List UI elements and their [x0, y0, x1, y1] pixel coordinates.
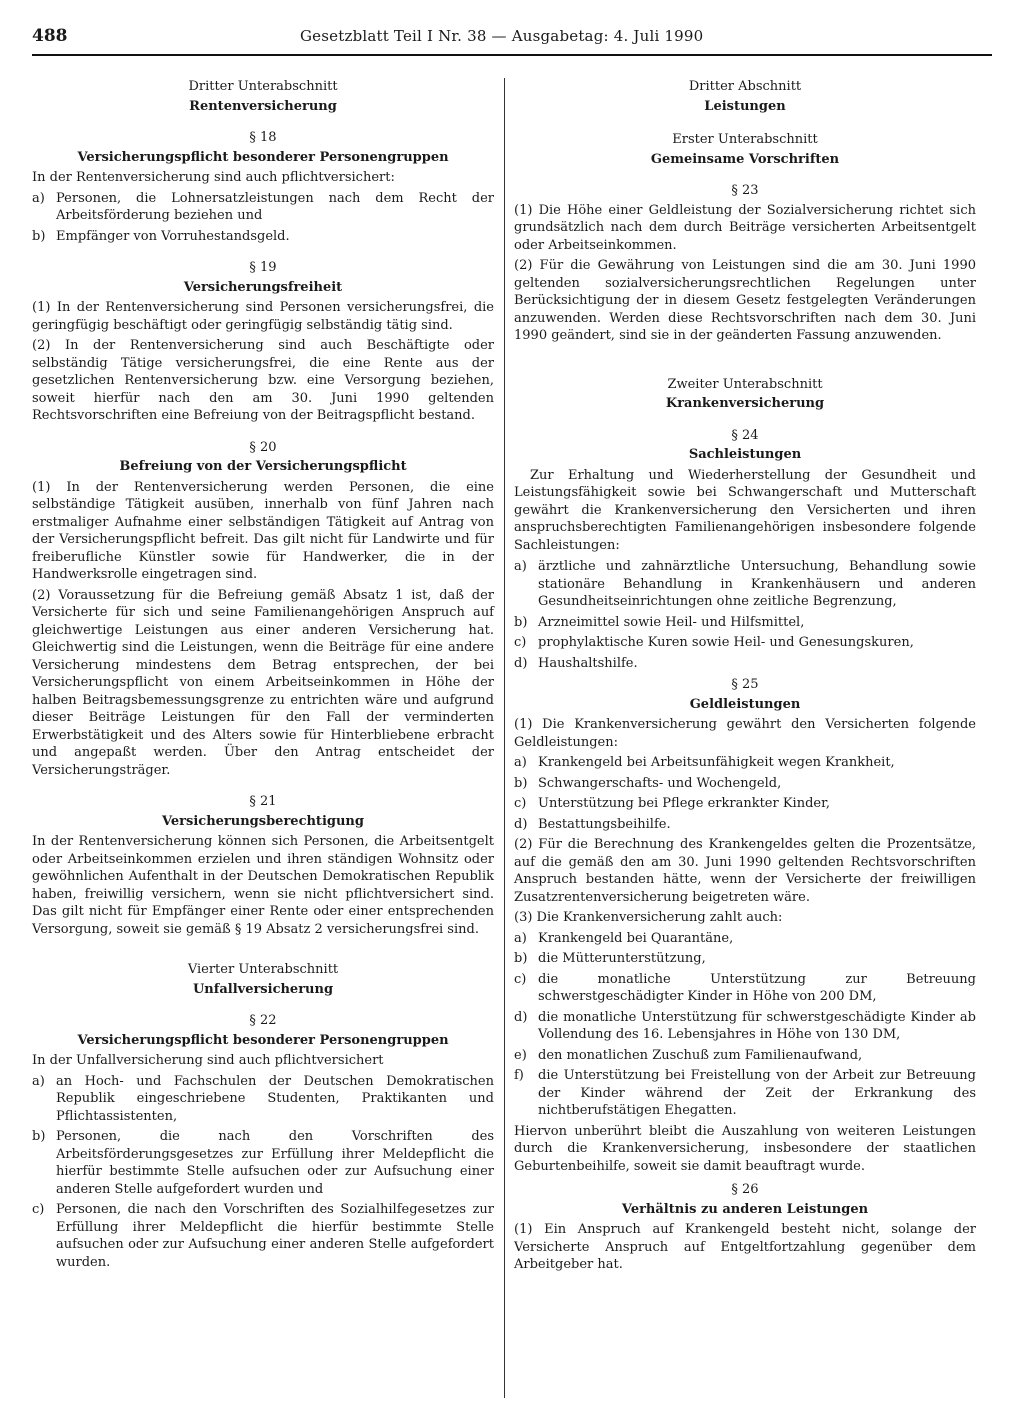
paragraph-number: § 23	[731, 183, 759, 198]
paragraph-title: Geldleistungen	[689, 696, 801, 712]
paragraph-title: Versicherungsberechtigung	[162, 813, 364, 829]
list-item	[514, 1009, 976, 1044]
paragraph-number: § 20	[249, 439, 277, 455]
paragraph-number: § 21	[249, 794, 277, 809]
section-title: Leistungen	[704, 98, 786, 114]
subsection-title: Gemeinsame Vorschriften	[650, 151, 840, 167]
list-item	[514, 950, 976, 968]
list-text: Arzneimittel sowie Heil- und Hilfsmittel,	[538, 614, 805, 630]
paragraph-text: (2) Für die Berechnung des Krankengeldes gelten die Prozentsätze, auf die gemäß den am 30. Juni 1990 geltenden Rechtsvorschriften Anspruch bestanden hätte, wenn der Versicherte der freiwilligen Zusatzrentenversicherung beigetreten wäre.	[514, 837, 976, 905]
list-item	[514, 1067, 976, 1120]
paragraph-number: § 24	[731, 427, 759, 443]
paragraph-text: Zur Erhaltung und Wiederherstellung der Gesundheit und Leistungsfähigkeit sowie bei Schwangerschaft und Mutterschaft gewährt die Krankenversicherung den Versicherten und ihren anspruchsberechtigten Familienangehörigen insbesondere folgende Sachleistungen:	[514, 467, 976, 553]
list-item	[514, 971, 976, 1006]
list-item	[514, 775, 976, 793]
list-text: die Mütterunterstützung,	[538, 951, 706, 966]
paragraph-title: Befreiung von der Versicherungspflicht	[119, 459, 407, 474]
paragraph-text: (2) In der Rentenversicherung sind auch Beschäftigte oder selbständig Tätige versicherungsfrei, die eine Rente aus der gesetzlichen Rentenversicherung bzw. eine Versorgung beziehen, soweit hierfür nach den am 30. Juni 1990 geltenden Rechtsvorschriften eine Befreiung von der Beitragspflicht bestand.	[32, 338, 494, 423]
list-marker: a)	[514, 755, 527, 770]
list-text: Empfänger von Vorruhestandsgeld.	[56, 228, 290, 244]
paragraph-text: In der Unfallversicherung sind auch pflichtversichert	[32, 1053, 384, 1068]
list-marker: a)	[32, 190, 45, 206]
paragraph-title: Verhältnis zu anderen Leistungen	[621, 1201, 869, 1217]
paragraph-number: § 22	[249, 1013, 277, 1028]
right-column	[514, 76, 976, 1277]
page-header	[32, 24, 992, 56]
paragraph-number: § 26	[731, 1182, 759, 1197]
list-marker: c)	[514, 971, 527, 987]
section-label: Dritter Abschnitt	[688, 79, 802, 94]
list-text: Personen, die Lohnersatzleistungen nach dem Recht der Arbeitsförderung beziehen und	[56, 190, 494, 223]
page-number: 488	[32, 26, 68, 46]
list-marker: c)	[514, 796, 527, 811]
list-item	[514, 655, 976, 673]
list-item	[514, 930, 976, 948]
subsection-label: Zweiter Unterabschnitt	[667, 376, 823, 392]
subsection-label: Dritter Unterabschnitt	[188, 79, 338, 94]
list-item	[32, 228, 494, 246]
list-text: die monatliche Unterstützung für schwerstgeschädigte Kinder ab Vollendung des 16. Lebensjahres in Höhe von 130 DM,	[538, 1009, 976, 1042]
paragraph-number: § 25	[731, 677, 759, 692]
list-marker: a)	[32, 1073, 45, 1089]
list-marker: b)	[32, 1129, 46, 1144]
list-text: Unterstützung bei Pflege erkrankter Kinder,	[538, 796, 831, 811]
list-text: die monatliche Unterstützung zur Betreuung schwerstgeschädigter Kinder in Höhe von 200 DM,	[538, 971, 976, 1004]
paragraph-text: (2) Voraussetzung für die Befreiung gemäß Absatz 1 ist, daß der Versicherte für sich und seine Familienangehörigen Anspruch auf gleichwertige Leistungen aus einer anderen Versicherung hat. Gleichwertig sind die Leistungen, wenn die Beiträge für eine andere Versicherung mindestens dem Betrag entsprechen, der bei Versicherungspflicht von einem Arbeitseinkommen in Höhe der halben Beitragsbemessungsgrenze zu entrichten wäre und aufgrund dieser Beiträge Leistungen für den Fall der verminderten Erwerbstätigkeit und des Alters sowie für Hinterbliebene erbracht und angepaßt werden. Über den Antrag entscheidet der Versicherungsträger.	[32, 587, 494, 778]
paragraph-text: (1) In der Rentenversicherung sind Personen versicherungsfrei, die geringfügig beschäftigt oder geringfügig selbständig tätig sind.	[32, 300, 494, 333]
list-text: ärztliche und zahnärztliche Untersuchung, Behandlung sowie stationäre Behandlung in Krankenhäusern und anderen Gesundheitseinrichtungen ohne zeitliche Begrenzung,	[538, 559, 976, 609]
column-divider	[504, 78, 505, 1398]
left-column	[32, 76, 494, 1274]
paragraph-title: Versicherungspflicht besonderer Personengruppen	[77, 149, 449, 165]
gazette-title: Gesetzblatt Teil I Nr. 38 — Ausgabetag: 4. Juli 1990	[300, 27, 704, 45]
list-text: die Unterstützung bei Freistellung von der Arbeit zur Betreuung der Kinder während der Zeit der Erkrankung des nichtberufstätigen Ehegatten.	[538, 1068, 976, 1118]
list-item	[32, 1073, 494, 1126]
list-text: den monatlichen Zuschuß zum Familienaufwand,	[538, 1047, 863, 1063]
paragraph-number: § 19	[249, 260, 277, 275]
paragraph-text: (1) In der Rentenversicherung werden Personen, die eine selbständige Tätigkeit ausüben, innerhalb von fünf Jahren nach erstmaliger Aufnahme einer selbständigen Tätigkeit auf Antrag von der Versicherungspflicht befreit. Das gilt nicht für Landwirte und für freiberufliche Künstler sowie für Handwerker, die in der Handwerksrolle eingetragen sind.	[32, 479, 494, 582]
list-marker: c)	[32, 1202, 45, 1217]
list-item	[514, 614, 976, 632]
paragraph-text: (1) Die Krankenversicherung gewährt den Versicherten folgende Geldleistungen:	[514, 717, 976, 750]
list-text: Haushaltshilfe.	[538, 655, 638, 671]
list-marker: f)	[514, 1068, 524, 1083]
list-marker: a)	[514, 559, 527, 574]
subsection-label: Vierter Unterabschnitt	[187, 962, 339, 977]
list-text: prophylaktische Kuren sowie Heil- und Genesungskuren,	[538, 635, 914, 650]
list-item	[514, 816, 976, 834]
list-marker: d)	[514, 816, 528, 832]
list-text: an Hoch- und Fachschulen der Deutschen Demokratischen Republik eingeschriebene Studenten, Praktikanten und Pflichtassistenten,	[56, 1073, 494, 1124]
list-text: Personen, die nach den Vorschriften des Arbeitsförderungsgesetzes zur Erfüllung ihrer Meldepflicht die hierfür bestimmte Stelle aufsuchen oder zur Aufsuchung einer anderen Stelle aufgefordert wurden und	[56, 1129, 494, 1197]
list-item	[514, 634, 976, 652]
paragraph-title: Versicherungsfreiheit	[183, 279, 343, 295]
list-item	[514, 795, 976, 813]
paragraph-text: In der Rentenversicherung sind auch pflichtversichert:	[32, 170, 395, 185]
paragraph-text: In der Rentenversicherung können sich Personen, die Arbeitsentgelt oder Arbeitseinkommen erzielen und ihren ständigen Wohnsitz oder gewöhnlichen Aufenthalt in der Deutschen Demokratischen Republik haben, freiwillig versichern, wenn sie nicht pflichtversichert sind. Das gilt nicht für Empfänger einer Rente oder einer entsprechenden Versorgung, soweit sie gemäß § 19 Absatz 2 versicherungsfrei sind.	[32, 834, 494, 937]
list-marker: e)	[514, 1047, 527, 1063]
list-text: Personen, die nach den Vorschriften des Sozialhilfegesetzes zur Erfüllung ihrer Meldepflicht die hierfür bestimmte Stelle aufsuchen oder zur Aufsuchung einer anderen Stelle aufgefordert wurden.	[56, 1202, 494, 1270]
paragraph-text: Hiervon unberührt bleibt die Auszahlung von weiteren Leistungen durch die Krankenversicherung, insbesondere der staatlichen Geburtenbeihilfe, soweit sie damit beauftragt wurde.	[514, 1123, 976, 1174]
subsection-title: Unfallversicherung	[192, 981, 334, 997]
list-marker: b)	[32, 228, 46, 244]
subsection-title: Rentenversicherung	[189, 98, 337, 114]
list-marker: d)	[514, 655, 528, 671]
list-marker: d)	[514, 1009, 528, 1025]
paragraph-text: (3) Die Krankenversicherung zahlt auch:	[514, 910, 783, 925]
list-item	[32, 1128, 494, 1198]
paragraph-text: (1) Die Höhe einer Geldleistung der Sozialversicherung richtet sich grundsätzlich nach dem durch Beiträge versicherten Arbeitsentgelt oder Arbeitseinkommen.	[514, 202, 976, 253]
paragraph-number: § 18	[249, 130, 277, 145]
subsection-title: Krankenversicherung	[665, 396, 825, 411]
list-item	[32, 1201, 494, 1271]
list-item	[514, 1047, 976, 1065]
list-marker: b)	[514, 775, 528, 791]
subsection-label: Erster Unterabschnitt	[672, 132, 818, 147]
list-text: Schwangerschafts- und Wochengeld,	[538, 775, 782, 791]
list-item	[514, 558, 976, 611]
list-text: Krankengeld bei Arbeitsunfähigkeit wegen Krankheit,	[538, 755, 895, 770]
list-marker: c)	[514, 635, 527, 650]
paragraph-text: (1) Ein Anspruch auf Krankengeld besteht nicht, solange der Versicherte Anspruch auf Entgeltfortzahlung gegenüber dem Arbeitgeber hat.	[514, 1222, 976, 1272]
paragraph-title: Sachleistungen	[688, 447, 802, 462]
list-text: Krankengeld bei Quarantäne,	[538, 930, 734, 946]
list-marker: a)	[514, 930, 527, 946]
paragraph-title: Versicherungspflicht besonderer Personengruppen	[77, 1032, 449, 1048]
list-item	[32, 190, 494, 225]
paragraph-text: (2) Für die Gewährung von Leistungen sind die am 30. Juni 1990 geltenden sozialversicherungsrechtlichen Regelungen unter Berücksichtigung der in diesem Gesetz festgelegten Veränderungen anzuwenden. Werden diese Rechtsvorschriften nach dem 30. Juni 1990 geändert, sind sie in der geänderten Fassung anzuwenden.	[514, 258, 976, 343]
list-text: Bestattungsbeihilfe.	[538, 816, 671, 832]
list-marker: b)	[514, 951, 528, 966]
list-marker: b)	[514, 614, 528, 630]
list-item	[514, 754, 976, 772]
